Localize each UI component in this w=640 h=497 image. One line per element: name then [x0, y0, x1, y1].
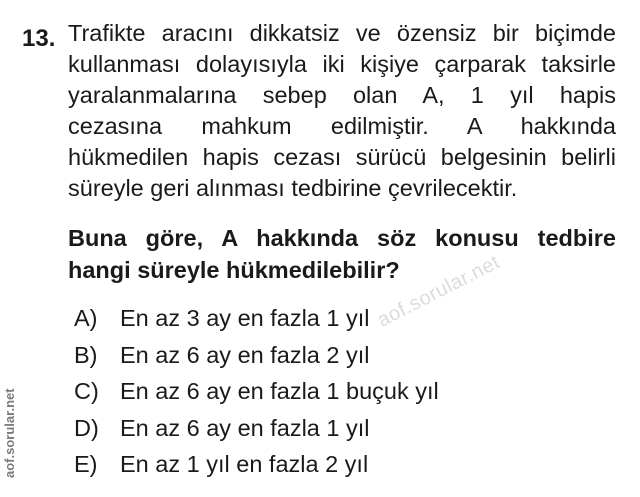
option-b[interactable] [74, 337, 574, 374]
prompt-line: hangi süreyle hükmedilebilir? [68, 257, 400, 283]
option-c[interactable] [74, 373, 574, 410]
question-stem [68, 18, 616, 204]
question-prompt [68, 222, 616, 286]
stem-line: hükmedilen hapis cezası sürücü belgesinin belirli [68, 144, 616, 170]
option-letter: C) [74, 378, 99, 404]
stem-line: süreyle geri alınması tedbirine çevrilecektir. [68, 175, 518, 201]
answer-options [74, 300, 574, 483]
option-letter: A) [74, 305, 98, 331]
option-text: En az 6 ay en fazla 2 yıl [120, 341, 370, 368]
stem-line: Trafikte aracını dikkatsiz ve özensiz bir biçimde [68, 20, 616, 46]
prompt-line: Buna göre, A hakkında söz konusu tedbire [68, 225, 616, 251]
option-a[interactable] [74, 300, 574, 337]
watermark-diagonal: aof.sorular.net [374, 251, 504, 332]
option-text: En az 3 ay en fazla 1 yıl [120, 305, 370, 331]
stem-line: yaralanmalarına sebep olan A, 1 yıl hapis [68, 82, 616, 108]
question-number: 13. [22, 25, 56, 52]
option-e[interactable] [74, 446, 574, 483]
option-letter: B) [74, 341, 98, 368]
stem-line: cezasına mahkum edilmiştir. A hakkında [68, 113, 616, 139]
stem-line: kullanması dolayısıyla iki kişiye çarparak taksirle [68, 51, 616, 77]
option-letter: E) [74, 451, 98, 477]
watermark-side: aof.sorular.net [2, 388, 17, 478]
option-letter: D) [74, 414, 99, 441]
option-text: En az 6 ay en fazla 1 buçuk yıl [120, 378, 439, 404]
option-d[interactable] [74, 410, 574, 447]
option-text: En az 6 ay en fazla 1 yıl [120, 414, 370, 441]
option-text: En az 1 yıl en fazla 2 yıl [120, 451, 369, 477]
